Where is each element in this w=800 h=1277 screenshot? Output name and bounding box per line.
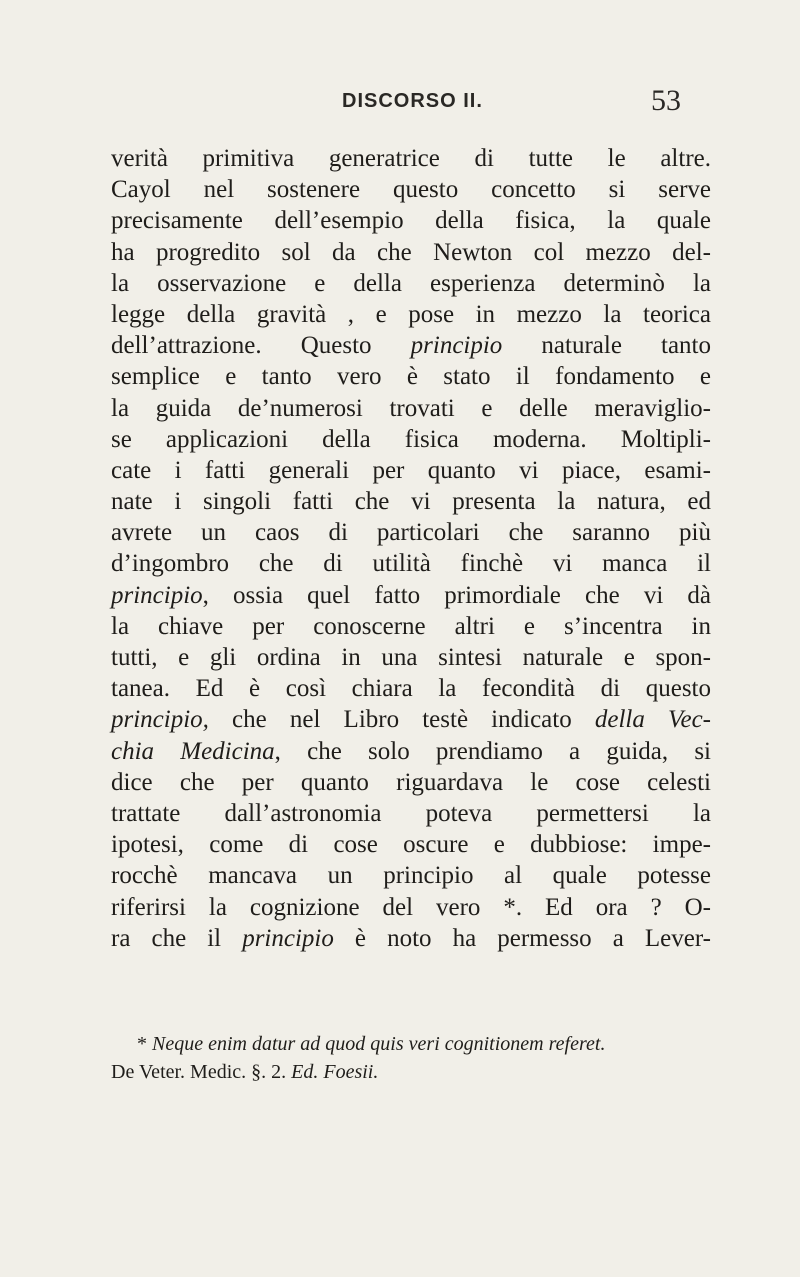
text-line xyxy=(111,767,711,798)
text-run: è noto ha permesso a Lever- xyxy=(333,924,711,952)
text-line xyxy=(111,330,711,361)
text-run: De Veter. Medic. §. 2. xyxy=(111,1061,292,1083)
text-run: legge della gravità , e pose in mezzo la teorica xyxy=(111,300,711,328)
text-run: nate i singoli fatti che vi presenta la natura, ed xyxy=(111,488,711,516)
running-head-title: DISCORSO II. xyxy=(342,90,483,112)
text-run: cate i fatti generali per quanto vi piace, esami- xyxy=(111,456,711,484)
italic-text: Neque enim datur ad quod quis veri cognitionem referet. xyxy=(152,1033,606,1055)
text-line xyxy=(111,923,711,954)
text-line xyxy=(111,892,711,923)
text-line xyxy=(111,143,711,174)
italic-text: Ed. Foesii. xyxy=(291,1061,379,1083)
text-line xyxy=(111,486,711,517)
italic-text: principio xyxy=(410,332,503,360)
text-run: tanea. Ed è così chiara la fecondità di questo xyxy=(111,675,711,703)
running-head xyxy=(0,84,800,120)
text-run: ra che il xyxy=(111,924,243,952)
page-number: 53 xyxy=(651,84,681,117)
text-line xyxy=(111,268,711,299)
text-run: , che solo prendiamo a guida, si xyxy=(274,737,712,765)
text-line xyxy=(111,237,711,268)
italic-text: principio xyxy=(242,924,334,952)
text-line xyxy=(111,205,711,236)
text-run: dice che per quanto riguardava le cose celesti xyxy=(111,768,711,796)
text-run: Cayol nel sostenere questo concetto si serve xyxy=(111,176,711,204)
text-run: tutti, e gli ordina in una sintesi naturale e spon- xyxy=(111,644,711,671)
text-line xyxy=(111,361,711,392)
text-run: ha progredito sol da che Newton col mezzo del- xyxy=(111,238,711,266)
text-line xyxy=(111,580,711,611)
text-line xyxy=(111,642,711,673)
footnote-line xyxy=(111,1058,711,1086)
text-line xyxy=(111,299,711,330)
text-run: la guida de’numerosi trovati e delle meraviglio- xyxy=(111,394,711,422)
footnote-line xyxy=(111,1030,711,1058)
text-line xyxy=(111,393,711,424)
body-text xyxy=(111,143,711,954)
text-run: naturale tanto xyxy=(502,332,712,360)
text-run: * xyxy=(137,1033,152,1055)
text-line xyxy=(111,517,711,548)
text-run: se applicazioni della fisica moderna. Moltipli- xyxy=(111,425,711,453)
text-run: verità primitiva generatrice di tutte le altre. xyxy=(111,145,711,172)
text-run: ipotesi, come di cose oscure e dubbiose: impe- xyxy=(111,831,711,859)
text-line xyxy=(111,704,711,735)
text-line xyxy=(111,174,711,205)
text-line xyxy=(111,798,711,829)
text-run: che nel Libro testè indicato xyxy=(208,706,595,734)
text-line xyxy=(111,860,711,891)
text-line xyxy=(111,424,711,455)
text-run: dell’attrazione. Questo xyxy=(111,332,411,360)
text-line xyxy=(111,736,711,767)
text-line xyxy=(111,548,711,579)
text-run: rocchè mancava un principio al quale potesse xyxy=(111,862,711,890)
text-run: avrete un caos di particolari che saranno più xyxy=(111,519,711,547)
text-line xyxy=(111,455,711,486)
italic-text: principio xyxy=(111,581,203,609)
italic-text: chia Medicina xyxy=(111,737,275,765)
text-run: precisamente dell’esempio della fisica, la quale xyxy=(111,207,711,235)
text-run: d’ingombro che di utilità finchè vi manca il xyxy=(111,550,711,578)
text-run: trattate dall’astronomia poteva permettersi la xyxy=(111,799,711,827)
footnote xyxy=(111,1030,711,1086)
text-run: , ossia quel fatto primordiale che vi dà xyxy=(202,581,711,609)
text-line xyxy=(111,611,711,642)
text-run: la osservazione e della esperienza determinò la xyxy=(111,269,711,297)
text-run: riferirsi la cognizione del vero *. Ed ora ? O- xyxy=(111,893,711,921)
text-run: semplice e tanto vero è stato il fondamento e xyxy=(111,363,711,391)
italic-text: della Vec- xyxy=(594,706,711,734)
text-line xyxy=(111,829,711,860)
italic-text: principio, xyxy=(111,706,209,734)
text-run: la chiave per conoscerne altri e s’incentra in xyxy=(111,612,711,640)
text-line xyxy=(111,673,711,704)
